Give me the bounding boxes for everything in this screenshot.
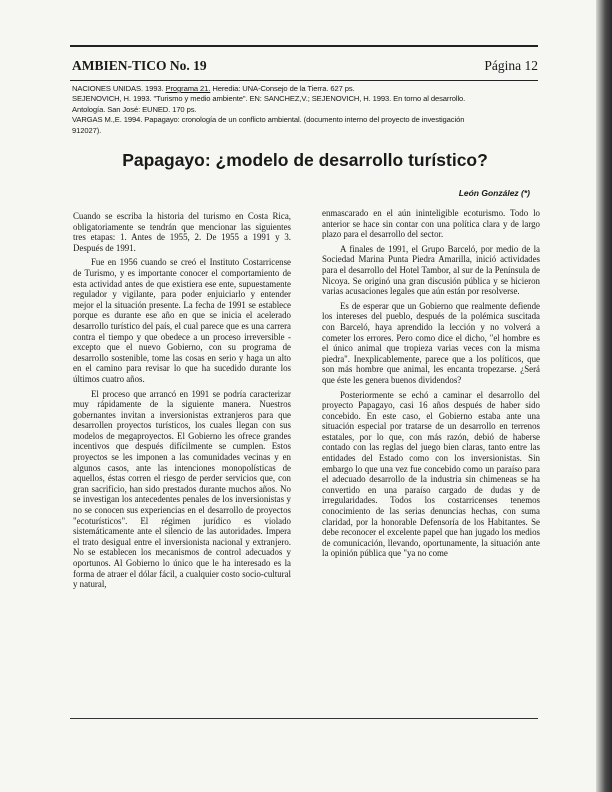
page-header — [72, 58, 538, 74]
reference-item: 912027). — [72, 125, 102, 135]
right-column — [322, 208, 540, 559]
references-list — [72, 84, 542, 136]
page-number: Página 12 — [484, 58, 538, 73]
reference-item: VARGAS M.,E. 1994. Papagayo: cronología de un conflicto ambiental. (documento interno del proyecto de investigación — [72, 115, 465, 125]
article-author: León González (*) — [458, 188, 530, 198]
header-rule — [70, 80, 538, 81]
top-rule — [70, 45, 538, 47]
article-title: Papagayo: ¿modelo de desarrollo turístico? — [122, 150, 488, 170]
paragraph: El proceso que arrancó en 1991 se podría caracterizar muy rápidamente de la siguiente manera. Nuestros gobernantes invitan a inversionistas extranjeros para que desarrollen proyectos turísticos, los cuales llegan con sus modelos de megaproyectos. El Gobierno les ofrece grandes incentivos que después difícilmente se cumplen. Estos proyectos se les imponen a las comunidades vecinas y en algunos casos, ante las intenciones monopolísticas de aquellos, éstas corren el riesgo de perder servicios que, con gran sacrificio, han sido prestados durante muchos años. No se investigan los antecedentes penales de los inversionistas y no se conocen sus experiencias en el desarrollo de proyectos "ecoturísticos". El régimen jurídico es violado sistemáticamente ante el silencio de las autoridades. Impera el trato desigual entre el inversionista nacional y extranjero. No se establecen los mecanismos de control adecuados y oportunos. Al Gobierno lo único que le ha interesado es la forma de atraer el dólar fácil, a cualquier costo socio-cultural y natural, — [73, 388, 291, 590]
paragraph: Fue en 1956 cuando se creó el Instituto Costarricense de Turismo, y es importante conocer el comportamiento de esta actividad antes de que existiera ese ente, supuestamente regulador y vigilante, para poder enjuiciarlo y entender mejor el la situación presente. La fecha de 1991 se establece porque es durante ese año en que se inicia el acelerado desarrollo turístico del país, el cual parece que es una carrera contra el tiempo y que obedece a un proceso irreversible - excepto que el nuevo Gobierno, con su programa de desarrollo sostenible, tome las cosas en serio y haga un alto en el camino para revisar lo que ha sucedido durante los últimos cuatro años. — [73, 257, 291, 384]
reference-item: Antología. San José: EUNED. 170 ps. — [72, 104, 197, 114]
paragraph: Cuando se escriba la historia del turismo en Costa Rica, obligatoriamente se tendrán que mencionar las siguientes tres etapas: 1. Antes de 1955, 2. De 1955 a 1991 y 3. Después de 1991. — [73, 211, 291, 253]
paragraph: Posteriormente se echó a caminar el desarrollo del proyecto Papagayo, casi 16 años después de haber sido concebido. En este caso, el Gobierno estaba ante una situación especial por tratarse de un desarrollo en terrenos estatales, por lo que, con más razón, debió de haberse contado con las reglas del juego bien claras, tanto entre las entidades del Estado como con los inversionistas. Sin embargo lo que una vez fue concebido como un paraíso para el adecuado desarrollo de la industria sin chimeneas se ha convertido en una paraíso cargado de dudas y de irregularidades. Todos los costarricenses tenemos conocimiento de las serias denuncias hechas, con suma claridad, por la honorable Defensoría de los Habitantes. Se debe reconocer el excelente papel que han jugado los medios de comunicación, llevando, oportunamente, la situación ante la opinión pública que "ya no come — [322, 389, 540, 559]
paragraph: A finales de 1991, el Grupo Barceló, por medio de la Sociedad Marina Punta Piedra Amarilla, inició actividades para el desarrollo del Hotel Tambor, al sur de la Península de Nicoya. Se originó una gran discusión pública y se hicieron varias acusaciones legales que aún están por resolverse. — [322, 243, 540, 297]
paragraph: enmascarado en el aún ininteligible ecoturismo. Todo lo anterior se hace sin contar con una política clara y de largo plazo para el desarrollo del sector. — [322, 208, 540, 240]
bottom-rule — [70, 718, 538, 719]
left-column — [73, 211, 291, 590]
reference-item: SEJENOVICH, H. 1993. "Turismo y medio ambiente". EN: SANCHEZ,V.; SEJENOVICH, H. 1993. En torno al desarrollo. — [72, 94, 466, 104]
reference-item: NACIONES UNIDAS. 1993. Programa 21. Heredia: UNA-Consejo de la Tierra. 627 ps. — [72, 84, 355, 93]
binding-edge — [596, 0, 612, 792]
publication-title: AMBIEN-TICO No. 19 — [72, 58, 207, 73]
paragraph: Es de esperar que un Gobierno que realmente defiende los intereses del pueblo, después de la polémica suscitada con Barceló, haya aprendido la lección y no volverá a cometer los errores. Pero como dice el dicho, "el hombre es el único animal que tropieza varias veces con la misma piedra". Inexplicablemente, parece que a los políticos, que son más hombre que animal, les encanta tropezarse. ¿Será que éste les genera buenos dividendos? — [322, 300, 540, 385]
